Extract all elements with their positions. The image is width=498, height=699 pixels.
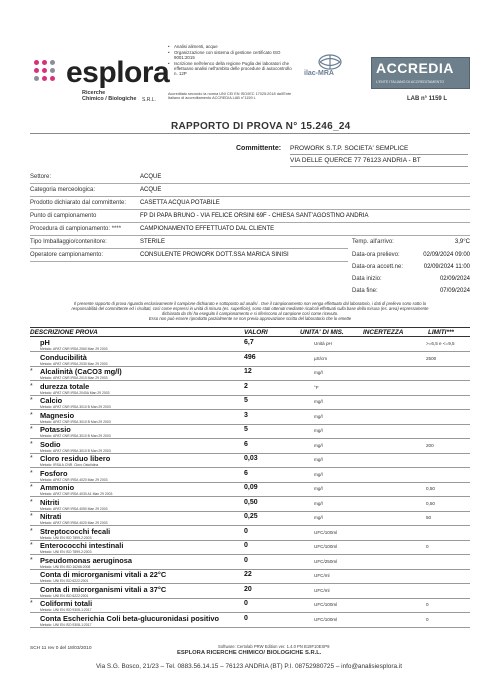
limit: 50 bbox=[426, 515, 432, 520]
logo-dot bbox=[42, 68, 47, 73]
parameter-name: Conducibilità bbox=[40, 352, 87, 362]
accreditation-star: * bbox=[30, 382, 33, 390]
accreditation-star: * bbox=[30, 527, 33, 535]
info-row bbox=[30, 225, 470, 236]
unit: mg/l bbox=[314, 442, 323, 448]
disclaimer-line: Esso non può essere riprodotto parzialmente se non previa approvazione scritta del laboratorio che lo emette bbox=[148, 316, 352, 321]
parameter-name: Fosforo bbox=[40, 468, 68, 478]
date-label: Data inizio: bbox=[352, 276, 382, 282]
limit: 200 bbox=[426, 442, 434, 448]
result-value: 0 bbox=[244, 556, 248, 564]
result-value: 0,03 bbox=[244, 455, 258, 462]
logo-dot bbox=[34, 76, 39, 81]
info-divider bbox=[30, 209, 470, 210]
unit: mg/l bbox=[314, 413, 323, 419]
unit: UFC/100ml bbox=[314, 616, 338, 622]
accreditation-star: * bbox=[30, 411, 33, 419]
parameter-name: Calcio bbox=[40, 396, 63, 405]
header-valori: VALORI bbox=[244, 329, 268, 336]
table-row bbox=[30, 541, 470, 555]
bullet-item: • Iscrizione nell'elenco della regione Puglia dei laboratori che effettuano analisi nell'ambito delle procedure di autocontrollo n. 12P bbox=[168, 61, 292, 76]
info-divider bbox=[30, 248, 348, 249]
result-value: 6 bbox=[244, 440, 248, 448]
result-value: 5 bbox=[244, 426, 248, 433]
date-row bbox=[352, 251, 470, 262]
limit: 0,50 bbox=[426, 486, 435, 491]
parameter-name: Coliformi totali bbox=[40, 599, 93, 608]
committente-divider bbox=[290, 154, 468, 155]
parameter-name: Cloro residuo libero bbox=[40, 454, 111, 463]
unit: UFC/100ml bbox=[314, 544, 338, 549]
date-row bbox=[352, 275, 470, 286]
parameter-name: Nitriti bbox=[40, 497, 60, 507]
date-value: 07/09/2024 bbox=[439, 288, 470, 294]
info-value: ACQUE bbox=[140, 174, 162, 180]
test-method: Metodo: UNI EN ISO 7899-2:2003 bbox=[40, 535, 92, 540]
result-value: 496 bbox=[244, 353, 256, 361]
result-value: 0 bbox=[244, 542, 248, 549]
table-row bbox=[30, 585, 470, 599]
parameter-name: Magnesio bbox=[40, 410, 75, 420]
parameter-name: Streptococchi fecali bbox=[40, 526, 111, 536]
result-value: 6 bbox=[244, 469, 248, 477]
parameter-name: Conta Escherichia Coli beta-glucuronidasi positivo bbox=[40, 613, 220, 623]
unit: mg/l bbox=[314, 500, 323, 506]
footer-address: Via S.G. Bosco, 21/23 – Tel. 0883.56.14.15 – 76123 ANDRIA (BT) P.I. 08752980725 – info@analisiesplora.it bbox=[96, 663, 402, 670]
footer-lab-name: ESPLORA RICERCHE CHIMICO/ BIOLOGICHE S.R.L. bbox=[177, 650, 322, 656]
date-value: 02/09/2024 09:00 bbox=[423, 252, 470, 258]
info-value: FP DI PAPA BRUNO - VIA FELICE ORSINI 69F - CHIESA SANT'AGOSTINO ANDRIA bbox=[140, 213, 369, 219]
test-method: Metodo: APAT CNR IRSA 3010 B Man 29 2003 bbox=[40, 434, 111, 438]
unit: UFC/100ml bbox=[314, 602, 338, 607]
test-method: Metodo: APAT CNR IRSA 4020 Man 29 2003 bbox=[40, 477, 108, 482]
test-method: Metodo: UNI EN ISO 9308-1:2017 bbox=[40, 622, 92, 627]
bullet-item: • Organizzazione con sistema di gestione certificato ISO 9001:2015 bbox=[168, 50, 292, 60]
parameter-name: Conta di microrganismi vitali a 37°C bbox=[40, 584, 167, 594]
result-value: 0,25 bbox=[244, 513, 258, 520]
limit: 0 bbox=[426, 544, 429, 549]
committente-name: PROWORK S.T.P. SOCIETA' SEMPLICE bbox=[290, 145, 409, 152]
test-method: Metodo: UNI EN ISO 16266:2008 bbox=[40, 564, 91, 569]
info-row bbox=[30, 212, 470, 223]
info-value: CONSULENTE PROWORK DOTT.SSA MARICA SINISI bbox=[140, 252, 289, 258]
test-method: Metodo: IRSA A.CNR. Cloro Ostolidina bbox=[40, 463, 99, 467]
logo-dot bbox=[50, 60, 55, 65]
logo-dot bbox=[42, 60, 47, 65]
unit: °F bbox=[314, 384, 319, 390]
logo-dot bbox=[42, 76, 47, 81]
limit: 0 bbox=[426, 602, 429, 607]
date-label: Data-ora accett.ne: bbox=[352, 264, 404, 270]
unit: UFC/ml bbox=[314, 587, 330, 593]
test-method: Metodo: APAT CNR IRSA 4020 Man 29 2003 bbox=[40, 521, 108, 525]
unit: mg/l bbox=[314, 515, 323, 520]
unit: mg/l bbox=[314, 399, 323, 404]
result-value: 0 bbox=[244, 527, 248, 535]
header-unita: UNITA' DI MIS. bbox=[300, 329, 344, 336]
accredia-subtitle: L'ENTE ITALIANO DI ACCREDITAMENTO bbox=[376, 80, 445, 84]
unit: mg/l bbox=[314, 486, 323, 491]
result-value: 22 bbox=[244, 571, 252, 578]
accreditation-star: * bbox=[30, 368, 33, 375]
logo-dot bbox=[50, 76, 55, 81]
result-value: 6,7 bbox=[244, 339, 254, 346]
date-label: Data-ora prelievo: bbox=[352, 252, 400, 258]
committente-address: VIA DELLE QUERCE 77 76123 ANDRIA - BT bbox=[290, 157, 421, 164]
brand-sub-line-1: Ricerche bbox=[82, 90, 106, 96]
brand-srl: S.R.L. bbox=[142, 97, 156, 103]
info-value: CASETTA ACQUA POTABILE bbox=[140, 200, 220, 206]
disclaimer bbox=[30, 301, 470, 321]
result-value: 0 bbox=[244, 614, 248, 622]
info-value: CAMPIONAMENTO EFFETTUATO DAL CLIENTE bbox=[140, 226, 275, 232]
info-label: Settore: bbox=[30, 174, 52, 180]
test-method: Metodo: APAT CNR IRSA 3010 B Man 29 2003 bbox=[40, 405, 111, 409]
accredia-title: ACCREDIA bbox=[376, 60, 454, 76]
logo-dot bbox=[34, 60, 39, 65]
date-label: Temp. all'arrivo: bbox=[352, 239, 394, 245]
accreditation-star: * bbox=[30, 513, 33, 520]
date-label: Data fine: bbox=[352, 288, 378, 294]
result-value: 2 bbox=[244, 382, 248, 390]
committente-label: Committente: bbox=[236, 145, 282, 152]
table-row bbox=[30, 498, 470, 512]
result-value: 12 bbox=[244, 368, 252, 375]
disclaimer-line: dichiarata da chi ha eseguito il campionamento e si riferiscono al campione così come ricevuto. bbox=[161, 311, 339, 316]
logo-dot bbox=[50, 68, 55, 73]
header-incertezza: INCERTEZZA bbox=[363, 329, 404, 336]
parameter-name: durezza totale bbox=[40, 381, 90, 391]
table-row bbox=[30, 411, 470, 425]
report-title: RAPPORTO DI PROVA N° 15.246_24 bbox=[171, 121, 351, 132]
result-value: 0,09 bbox=[244, 484, 258, 491]
info-row bbox=[30, 173, 470, 184]
parameter-name: Ammonio bbox=[40, 483, 75, 492]
result-value: 3 bbox=[244, 411, 248, 419]
brand-name: esplora bbox=[66, 56, 170, 89]
unit: mg/l bbox=[314, 428, 323, 433]
accreditation-star: * bbox=[30, 426, 33, 433]
table-row bbox=[30, 382, 470, 396]
test-method: Metodo: UNI EN ISO 6222:2001 bbox=[40, 579, 89, 583]
test-method: Metodo: UNI EN ISO 6222:2001 bbox=[40, 593, 89, 598]
table-row bbox=[30, 483, 470, 497]
info-divider bbox=[30, 222, 470, 223]
info-label: Prodotto dichiarato dal committente: bbox=[30, 200, 127, 206]
table-row bbox=[30, 353, 470, 367]
header-prova: DESCRIZIONE PROVA bbox=[30, 329, 98, 336]
header-limiti: LIMITI*** bbox=[428, 329, 454, 336]
parameter-name: Alcalinità (CaCO3 mg/l) bbox=[40, 367, 122, 376]
date-row bbox=[352, 238, 470, 249]
table-row bbox=[30, 570, 470, 584]
unit: mg/l bbox=[314, 471, 323, 477]
parameter-name: Conta di microrganismi vitali a 22°C bbox=[40, 570, 167, 579]
result-value: 20 bbox=[244, 585, 252, 593]
info-divider bbox=[30, 235, 470, 236]
accreditation-star: * bbox=[30, 469, 33, 477]
result-value: 0,50 bbox=[244, 498, 258, 506]
unit: mg/l bbox=[314, 370, 323, 375]
test-method: Metodo: UNI EN ISO 9308-1:2017 bbox=[40, 608, 92, 612]
logo-dot bbox=[34, 68, 39, 73]
info-row bbox=[30, 186, 470, 197]
date-row bbox=[352, 263, 470, 274]
table-row bbox=[30, 469, 470, 483]
date-value: 02/09/2024 11:00 bbox=[423, 264, 470, 270]
test-method: Metodo: APAT CNR IRSA 4030 A1 Man 29 2003 bbox=[40, 492, 113, 496]
unit: mg/l bbox=[314, 457, 323, 462]
test-method: Metodo: APAT CNR IRSA 2010 Man 29 2003 bbox=[40, 376, 108, 380]
parameter-name: Pseudomonas aeruginosa bbox=[40, 555, 132, 565]
parameter-name: Nitrati bbox=[40, 512, 62, 521]
test-method: Metodo: APAT CNR IRSA 2060 Man 29 2003 bbox=[40, 347, 108, 351]
unit: UFC/ml bbox=[314, 573, 330, 578]
table-row bbox=[30, 396, 470, 410]
test-method: Metodo: APAT CNR IRSA 4050 Man 29 2003 bbox=[40, 506, 108, 511]
limit: >=6,5 e <=9,5 bbox=[426, 341, 455, 346]
date-row bbox=[352, 287, 470, 298]
info-label: Operatore campionamento: bbox=[30, 252, 104, 258]
accreditation-note: Accreditato secondo la norma UNI CEI EN ISO/IEC 17025:2018 dall'Ente Italiano di accreditamento ACCREDIA LAB n°1159 L bbox=[168, 92, 292, 101]
accreditation-star: * bbox=[30, 440, 33, 448]
table-row bbox=[30, 599, 470, 613]
accreditation-star: * bbox=[30, 397, 33, 404]
table-row bbox=[30, 338, 470, 352]
unit: µS/cm bbox=[314, 355, 328, 361]
accreditation-star: * bbox=[30, 455, 33, 462]
info-divider bbox=[30, 183, 470, 184]
info-divider bbox=[30, 261, 348, 262]
header-bullets bbox=[168, 44, 292, 77]
parameter-name: Enterococchi intestinali bbox=[40, 541, 124, 550]
info-label: Tipo Imballaggio/contenitore: bbox=[30, 239, 107, 245]
info-value: STERILE bbox=[140, 239, 166, 245]
accreditation-star: * bbox=[30, 556, 33, 564]
form-revision: SCH 11 rev 0 del 18/03/2010 bbox=[30, 646, 92, 651]
limit: 2500 bbox=[426, 355, 437, 361]
parameter-name: pH bbox=[40, 338, 50, 347]
bullet-item: • Analisi alimenti, acque bbox=[168, 44, 292, 49]
unit: UFC/250ml bbox=[314, 558, 338, 564]
results-table-header bbox=[30, 327, 470, 337]
info-value: ACQUE bbox=[140, 187, 162, 193]
accreditation-star: * bbox=[30, 484, 33, 491]
info-label: Categoria merceologica: bbox=[30, 187, 96, 193]
date-value: 02/09/2024 bbox=[439, 276, 470, 282]
test-method: Metodo: UNI EN ISO 7899-2:2003 bbox=[40, 550, 92, 554]
test-method: Metodo: APAT CNR IRSA 3010 B Man 29 2003 bbox=[40, 419, 111, 424]
result-value: 5 bbox=[244, 397, 248, 404]
limit: 0,50 bbox=[426, 500, 435, 506]
unit: UFC/100ml bbox=[314, 529, 338, 535]
limit: 0 bbox=[426, 616, 429, 622]
table-row bbox=[30, 527, 470, 541]
table-row bbox=[30, 440, 470, 454]
brand-subtitle bbox=[82, 90, 136, 102]
lab-number: LAB n° 1159 L bbox=[407, 96, 448, 102]
brand-sub-line-2: Chimico / Biologiche bbox=[82, 96, 137, 102]
table-row bbox=[30, 614, 470, 628]
result-value: 0 bbox=[244, 600, 248, 607]
disclaimer-line: Il presente rapporto di prova riguarda esclusivamente il campione dichiarato e sottoposto ad analisi . Ove il campionamento non venga effettuato dal laboratorio, i dati di prelievo sono sotto la bbox=[74, 301, 426, 306]
info-label: Procedura di campionamento: **** bbox=[30, 226, 122, 232]
info-label: Punto di campionamento bbox=[30, 213, 97, 219]
parameter-name: Potassio bbox=[40, 425, 71, 434]
accreditation-star: * bbox=[30, 542, 33, 549]
table-row bbox=[30, 454, 470, 468]
software-version: Software: Certolab PRW Edition ver. 1.4.0 PN B19F10EXP9 bbox=[218, 644, 330, 649]
table-row bbox=[30, 512, 470, 526]
test-method: Metodo: APAT CNR IRSA 2040A Man 29 2003 bbox=[40, 390, 110, 395]
info-divider bbox=[30, 196, 470, 197]
parameter-name: Sodio bbox=[40, 439, 61, 449]
test-method: Metodo: APAT CNR IRSA 2030 Man 29 2003 bbox=[40, 361, 108, 366]
esplora-logo-dots bbox=[34, 60, 62, 88]
unit: Unità pH bbox=[314, 341, 332, 346]
disclaimer-line: responsabilità del committente ed i risultati, così come espressi in unità di misura (es. superficie), sono stati ottenuti mediante ricalcoli effettuati sulla base della misura (es. area) espressamente bbox=[71, 306, 429, 311]
test-method: Metodo: APAT CNR IRSA 3010 B Man 29 2003 bbox=[40, 448, 111, 453]
ilac-mra-text: ilac-MRA bbox=[304, 70, 334, 77]
date-value: 3,9°C bbox=[454, 239, 470, 245]
committente-divider bbox=[290, 166, 468, 167]
accreditation-star: * bbox=[30, 498, 33, 506]
table-row bbox=[30, 425, 470, 439]
accreditation-star: * bbox=[30, 600, 33, 607]
table-row bbox=[30, 556, 470, 570]
table-row bbox=[30, 367, 470, 381]
info-row bbox=[30, 199, 470, 210]
